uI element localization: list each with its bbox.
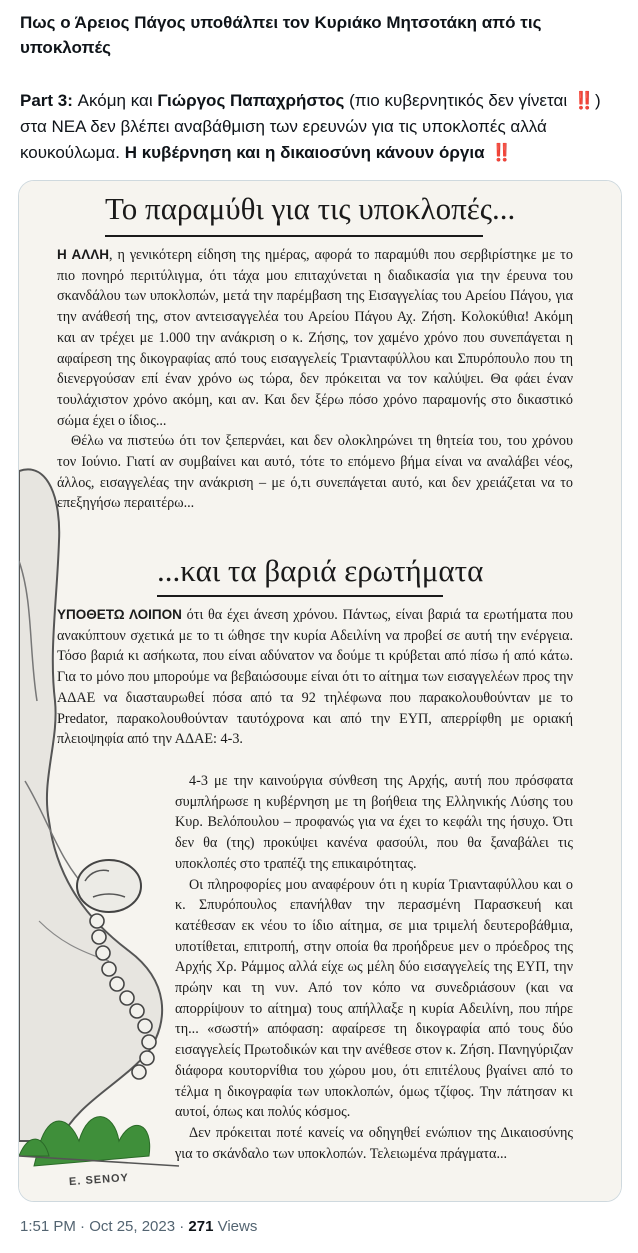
article-body-2 (57, 605, 573, 750)
heading-underline (105, 235, 483, 237)
emphasis-text: Η κυβέρνηση και η δικαιοσύνη κάνουν όργια (124, 143, 485, 162)
tweet-meta (20, 1218, 257, 1235)
person-name: Γιώργος Παπαχρήστος (157, 91, 345, 110)
article-body-1 (57, 245, 573, 514)
tweet-title: Πως ο Άρειος Πάγος υποθάλπει τον Κυριάκο Μητσοτάκη από τις υποκλοπές (20, 13, 542, 57)
paragraph-text: Δεν πρόκειται ποτέ κανείς να οδηγηθεί ενώπιον της Δικαιοσύνης για το σκάνδαλο των υποκλοπών. Τελειωμένα πράγματα... (175, 1124, 573, 1162)
paragraph-text: 4-3 με την καινούργια σύνθεση της Αρχής, αυτή που πρόσφατα συμπλήρωσε η κυβέρνηση με τη βοήθεια της Ελληνικής Λύσης του Κυρ. Βελόπουλου – προφανώς για να έχει το κεφάλι της ήσυχο. Ότι δεν θα (της) προκύψει κανένα φασούλι, που θα ξαναβάλει τις υποκλοπές στο τραπέζι της επικαιρότητας. (175, 773, 573, 872)
tweet-media-image[interactable] (18, 180, 622, 1202)
paragraph-text: , η γενικότερη είδηση της ημέρας, αφορά το παραμύθι που σερβιρίστηκε με το πιο πονηρό περιτύλιγμα, ότι τάχα μου επιταχύνεται η διαδικασία για την έρευνα του σκανδάλου των υποκλοπών, μετά την παρέμβαση της Εισαγγελίας του Αρείου Πάγου, για την ανάθεσή της, στον αντεισαγγελέα του Αρείου Πάγου Αχ. Ζήση. Κολοκύθια! Ακόμη και αν τρέχει με 1.000 την ανάκριση ο κ. Ζήσης, τον χαμένο χρόνο που συνεπάγεται η αφαίρεση της δικογραφίας από τους εισαγγελείς Τριανταφύλλου και Σπυρόπουλο που τη διενεργούσαν επί έναν χρόνο ως τώρα, δεν πρόκειται να τον καλύψει. Θα φάει έναν τουλάχιστον χρόνο ακόμη, και αν. Και δεν ξέρω πόσο χρόνο παραμονής στο δικαστικό σώμα έχει ο ίδιος... (57, 247, 573, 429)
cartoonist-signature: E. SENOY (68, 1171, 130, 1189)
paragraph-lead: Η ΑΛΛΗ (57, 247, 109, 262)
views-label: Views (213, 1218, 258, 1235)
part-label: Part 3: (20, 91, 73, 110)
article-heading-2: ...και τα βαριά ερωτήματα (157, 553, 484, 588)
double-exclamation-icon: ‼️ (573, 91, 593, 110)
tweet-text-part: ) στα ΝΕΑ δεν βλέπει αναβάθμιση των ερευνών για τις υποκλοπές αλλά κουκούλωμα. (20, 91, 601, 162)
paragraph-text: ότι θα έχει άνεση χρόνου. Πάντως, είναι βαριά τα ερωτήματα που ανακύπτουν σχετικά με το τι ώθησε την κυρία Αδειλίνη να προβεί σε αυτή την ενέργεια. Τόσο βαριά κι ασήκωτα, που είναι αδύνατον να δούμε τι κρύβεται από πίσω ή από κάτω. Για το μόνο που μπορούμε να βεβαιώσουμε είναι ότι το αίτημα των εισαγγελέων προς την ΑΔΑΕ να διασταυρωθεί πόσα από τα 92 τηλέφωνα που παρακολουθούνταν με το Predator, παρακολουθούνταν ταυτόχρονα και από την ΕΥΠ, απερρίφθη με οριακή πλειοψηφία από την ΑΔΑΕ: 4-3. (57, 607, 574, 748)
paragraph-text: Οι πληροφορίες μου αναφέρουν ότι η κυρία Τριανταφύλλου και ο κ. Σπυρόπουλος επανήλθαν την περασμένη Παρασκευή και κατέθεσαν εκ νέου το ίδιο αίτημα, σε μια τριμελή δευτεροβάθμια, υποτίθεται, επιτροπή, στην οποία θα προήδρευε μεν ο πρόεδρος της Αρχής Χρ. Ράμμος αλλά είχε ως μέλη δύο εισαγγελείς της ΕΥΠ, την πρώην και τη νυν. Από τον κόπο να συνεδριάσουν (και να απορρίψουν το αίτημα) τους απήλλαξε η κυρία Αδειλίνη, που πήρε τη... «σωστή» απόφαση: αφαίρεσε τη δικογραφία από τους δύο εισαγγελείς Πρωτοδικών και την ανέθεσε στον κ. Ζήση. Πανηγύριζαν διάφορα κουτορνίθια του χώρου μου, ότι επιτέλους βγαίνει από το τέλμα η δικογραφία των υποκλοπών, όμως τζίφος. Την πάτησαν κι αυτοί, όπως και πολύς κόσμος. (175, 876, 573, 1121)
tweet-text (20, 88, 630, 166)
article-body-3 (175, 771, 573, 1164)
tweet-text-part: (πιο κυβερνητικός δεν γίνεται (344, 91, 572, 110)
tweet-timestamp[interactable]: 1:51 PM · Oct 25, 2023 · (20, 1218, 189, 1235)
views-count: 271 (188, 1218, 214, 1235)
double-exclamation-icon: ‼️ (491, 143, 511, 162)
article-heading-1: Το παραμύθι για τις υποκλοπές... (105, 191, 516, 226)
heading-underline (157, 595, 443, 597)
tweet-text-part: Ακόμη και (72, 91, 158, 110)
paragraph-text: Θέλω να πιστεύω ότι τον ξεπερνάει, και δεν ολοκληρώνει τη θητεία του, του χρόνου τον Ιούνιο. Γιατί αν συμβαίνει και αυτό, τότε το επόμενο βήμα είναι να αναλάβει νέος, άλλος, εισαγγελέας την ανάκριση – με ό,τι συνεπάγεται αυτό, και δεν χρειάζεται να το επεξηγήσω περαιτέρω... (57, 433, 573, 512)
paragraph-lead: ΥΠΟΘΕΤΩ ΛΟΙΠΟΝ (57, 607, 182, 622)
